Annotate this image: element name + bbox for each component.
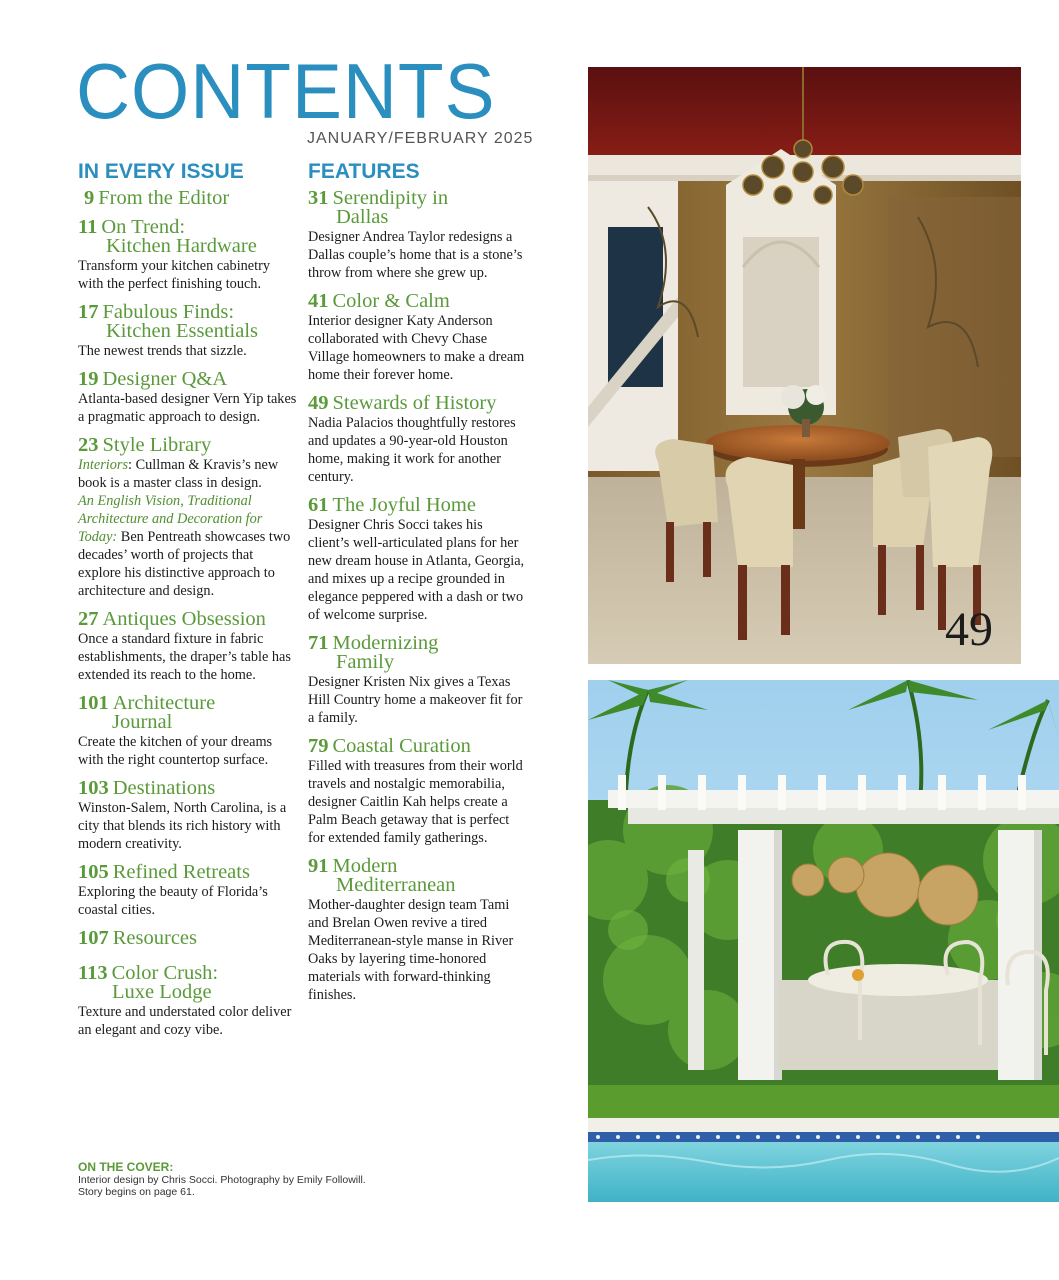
toc-entry[interactable]	[78, 929, 298, 948]
cover-credit-line: Story begins on page 61.	[78, 1186, 195, 1198]
toc-description: Filled with treasures from their world travels and nostalgic memorabilia, designer Caitlin Kah helps create a Palm Beach getaway that is perfect for extended family gatherings.	[308, 758, 523, 847]
toc-page-number: 41	[308, 290, 329, 313]
toc-page-number: 27	[78, 608, 99, 631]
toc-title-continued: Kitchen Hardware	[106, 235, 257, 258]
toc-title: Resources	[112, 927, 198, 950]
toc-page-number: 11	[78, 216, 98, 239]
toc-page-number: 31	[308, 187, 329, 210]
toc-description-text: Ben Pentreath showcases two decades’ worth of projects that explore his distinctive approach to architecture and design.	[78, 529, 291, 600]
toc-title: From the Editor	[98, 187, 230, 210]
in-every-issue-column	[78, 160, 298, 1049]
toc-page-number: 71	[308, 632, 329, 655]
toc-title: Modern	[332, 855, 398, 878]
toc-title-continued: Journal	[112, 711, 173, 734]
toc-entry[interactable]	[78, 303, 298, 360]
toc-page-number: 17	[78, 301, 99, 324]
dining-room-illustration	[588, 67, 1021, 664]
toc-entry[interactable]	[78, 218, 298, 293]
toc-page-number: 61	[308, 494, 329, 517]
toc-description: Designer Kristen Nix gives a Texas Hill Country home a makeover fit for a family.	[308, 674, 523, 727]
in-every-issue-heading: IN EVERY ISSUE	[78, 160, 244, 183]
toc-description: Mother-daughter design team Tami and Brelan Owen revive a tired Mediterranean-style manse in River Oaks by layering time-honored materials with forward-thinking finishes.	[308, 897, 514, 1004]
toc-title-continued: Mediterranean	[336, 874, 456, 897]
toc-entry[interactable]	[78, 610, 298, 684]
dining-room-photo[interactable]	[588, 67, 1021, 664]
toc-entry[interactable]	[78, 370, 298, 426]
toc-entry[interactable]	[308, 857, 526, 1004]
toc-page-number: 9	[84, 187, 95, 210]
toc-description-text: : Cullman & Kravis’s new book is a master class in design.	[78, 457, 279, 492]
masthead-title: CONTENTS	[76, 47, 496, 135]
toc-title: Fabulous Finds:	[102, 301, 235, 324]
pergola-illustration	[588, 680, 1059, 1202]
book-title: An English Vision, Traditional Architecture and Decoration for Today:	[78, 493, 263, 546]
toc-description: Transform your kitchen cabinetry with the perfect finishing touch.	[78, 258, 271, 293]
toc-title: Stewards of History	[332, 392, 497, 415]
cover-credit	[78, 1160, 438, 1198]
toc-entry[interactable]	[308, 189, 526, 282]
toc-title: Serendipity in	[332, 187, 449, 210]
toc-entry[interactable]	[78, 189, 298, 208]
toc-title-continued: Luxe Lodge	[112, 981, 212, 1004]
features-heading: FEATURES	[308, 160, 420, 183]
toc-title: Refined Retreats	[112, 861, 250, 884]
toc-entry[interactable]	[308, 292, 526, 384]
toc-entry[interactable]	[78, 964, 298, 1039]
toc-title-continued: Kitchen Essentials	[106, 320, 259, 343]
toc-page-number: 113	[78, 962, 108, 985]
toc-entry[interactable]	[78, 694, 298, 769]
toc-page-number: 19	[78, 368, 99, 391]
toc-entry[interactable]	[308, 737, 526, 847]
toc-page-number: 105	[78, 861, 109, 884]
toc-entry[interactable]	[308, 496, 526, 624]
toc-description: Interior designer Katy Anderson collaborated with Chevy Chase Village homeowners to make a dream home their forever home.	[308, 313, 525, 384]
toc-page-number: 101	[78, 692, 109, 715]
toc-description: Designer Andrea Taylor redesigns a Dallas couple’s home that is a stone’s throw from where she grew up.	[308, 229, 523, 282]
toc-page-number: 23	[78, 434, 99, 457]
toc-description: Atlanta-based designer Vern Yip takes a pragmatic approach to design.	[78, 391, 297, 426]
toc-page-number: 107	[78, 927, 109, 950]
features-column	[308, 160, 526, 1014]
issue-date: JANUARY/FEBRUARY 2025	[307, 130, 534, 147]
toc-title-continued: Dallas	[336, 206, 389, 229]
toc-description: Exploring the beauty of Florida’s coastal cities.	[78, 884, 268, 919]
toc-title: Modernizing	[332, 632, 439, 655]
toc-description: Nadia Palacios thoughtfully restores and updates a 90-year-old Houston home, making it work for another century.	[308, 415, 516, 486]
cover-credit-line: Interior design by Chris Socci. Photography by Emily Followill.	[78, 1174, 366, 1186]
toc-description	[78, 456, 298, 600]
pergola-pool-photo[interactable]	[588, 680, 1059, 1202]
toc-title-continued: Family	[336, 651, 395, 674]
toc-entry[interactable]	[308, 634, 526, 727]
book-title: Interiors	[78, 457, 129, 474]
toc-entry[interactable]	[78, 779, 298, 853]
toc-page-number: 103	[78, 777, 109, 800]
toc-page-number: 49	[308, 392, 329, 415]
page-reference-number: 49	[945, 603, 993, 656]
toc-title: Architecture	[112, 692, 216, 715]
toc-entry[interactable]	[78, 436, 298, 600]
toc-title: Coastal Curation	[332, 735, 471, 758]
toc-entry[interactable]	[308, 394, 526, 486]
toc-title: Color Crush:	[111, 962, 219, 985]
toc-title: Style Library	[102, 434, 212, 457]
toc-title: Designer Q&A	[102, 368, 228, 391]
toc-entry[interactable]	[78, 863, 298, 919]
toc-description: Winston-Salem, North Carolina, is a city that blends its rich history with modern creativity.	[78, 800, 287, 853]
cover-credit-label: ON THE COVER:	[78, 1160, 174, 1174]
toc-title: Color & Calm	[332, 290, 450, 313]
toc-description: Designer Chris Socci takes his client’s well-articulated plans for her new dream house in Atlanta, Georgia, and mixes up a recipe grounded in elegance peppered with a dash or two of welcome surprise.	[308, 517, 525, 624]
toc-description: The newest trends that sizzle.	[78, 343, 247, 360]
toc-description: Texture and understated color deliver an elegant and cozy vibe.	[78, 1004, 292, 1039]
toc-description: Once a standard fixture in fabric establishments, the draper’s table has extended its reach to the home.	[78, 631, 291, 684]
toc-page-number: 91	[308, 855, 329, 878]
toc-title: The Joyful Home	[332, 494, 476, 517]
toc-title: On Trend:	[101, 216, 186, 239]
toc-page-number: 79	[308, 735, 329, 758]
toc-title: Antiques Obsession	[102, 608, 266, 631]
toc-title: Destinations	[112, 777, 216, 800]
toc-description: Create the kitchen of your dreams with the right countertop surface.	[78, 734, 273, 769]
